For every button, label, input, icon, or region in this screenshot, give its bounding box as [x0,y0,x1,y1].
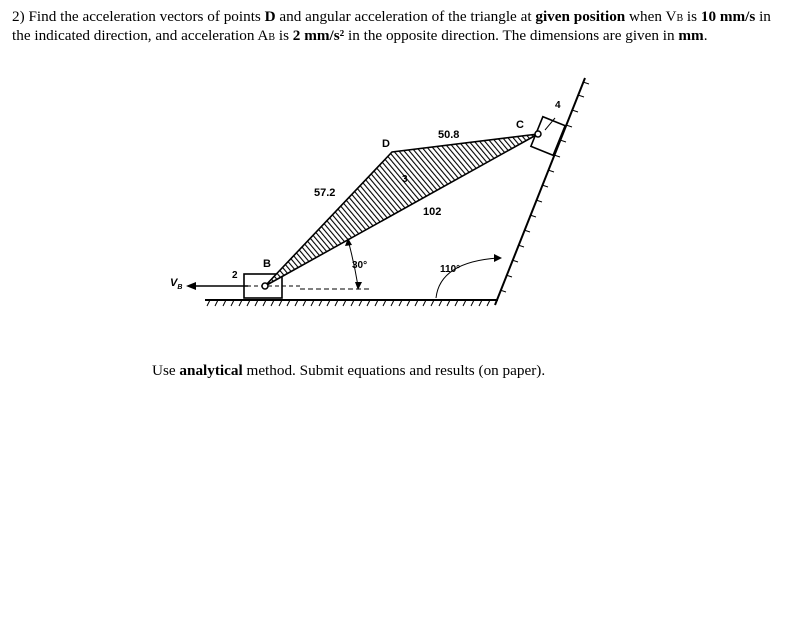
point-b-label: B [263,258,271,270]
link-2-label: 2 [232,270,238,281]
link-3-label: 3 [402,174,408,185]
acceleration-value: 2 mm/s² [292,27,345,44]
method-word: analytical [179,362,243,379]
inclined-wall [495,78,589,305]
triangle-link-3 [265,134,538,286]
dimension-bc: 102 [423,206,442,218]
problem-statement: 2) Find the acceleration vectors of points D and angular acceleration of the triangle at given position when VB is 10 mm/s in the indicated direction, and acceleration AB is 2 mm/s² in the opposite direction. The dimensions are given in mm. [12,8,771,44]
link-4-label: 4 [555,100,561,111]
velocity-arrow [186,282,248,290]
slider-block-c [531,117,565,156]
dimension-bd: 57.2 [314,187,336,199]
dimension-dc: 50.8 [438,129,460,141]
given-position-text: given position [535,8,626,25]
velocity-label: $V_B$ [170,277,183,291]
mechanism-figure [150,70,610,330]
angle-30-label: 30° [352,260,368,271]
instruction-text: Use analytical method. Submit equations and results (on paper). [152,362,546,379]
slider-block-b [240,274,300,298]
speed-value: 10 mm/s [700,8,756,25]
ground-surface [205,300,498,306]
units-text: mm [678,27,704,44]
point-d-label-fig: D [382,138,390,150]
point-d-label: D [264,8,276,25]
angle-110-label: 110° [440,264,461,275]
point-c-label: C [516,119,524,131]
